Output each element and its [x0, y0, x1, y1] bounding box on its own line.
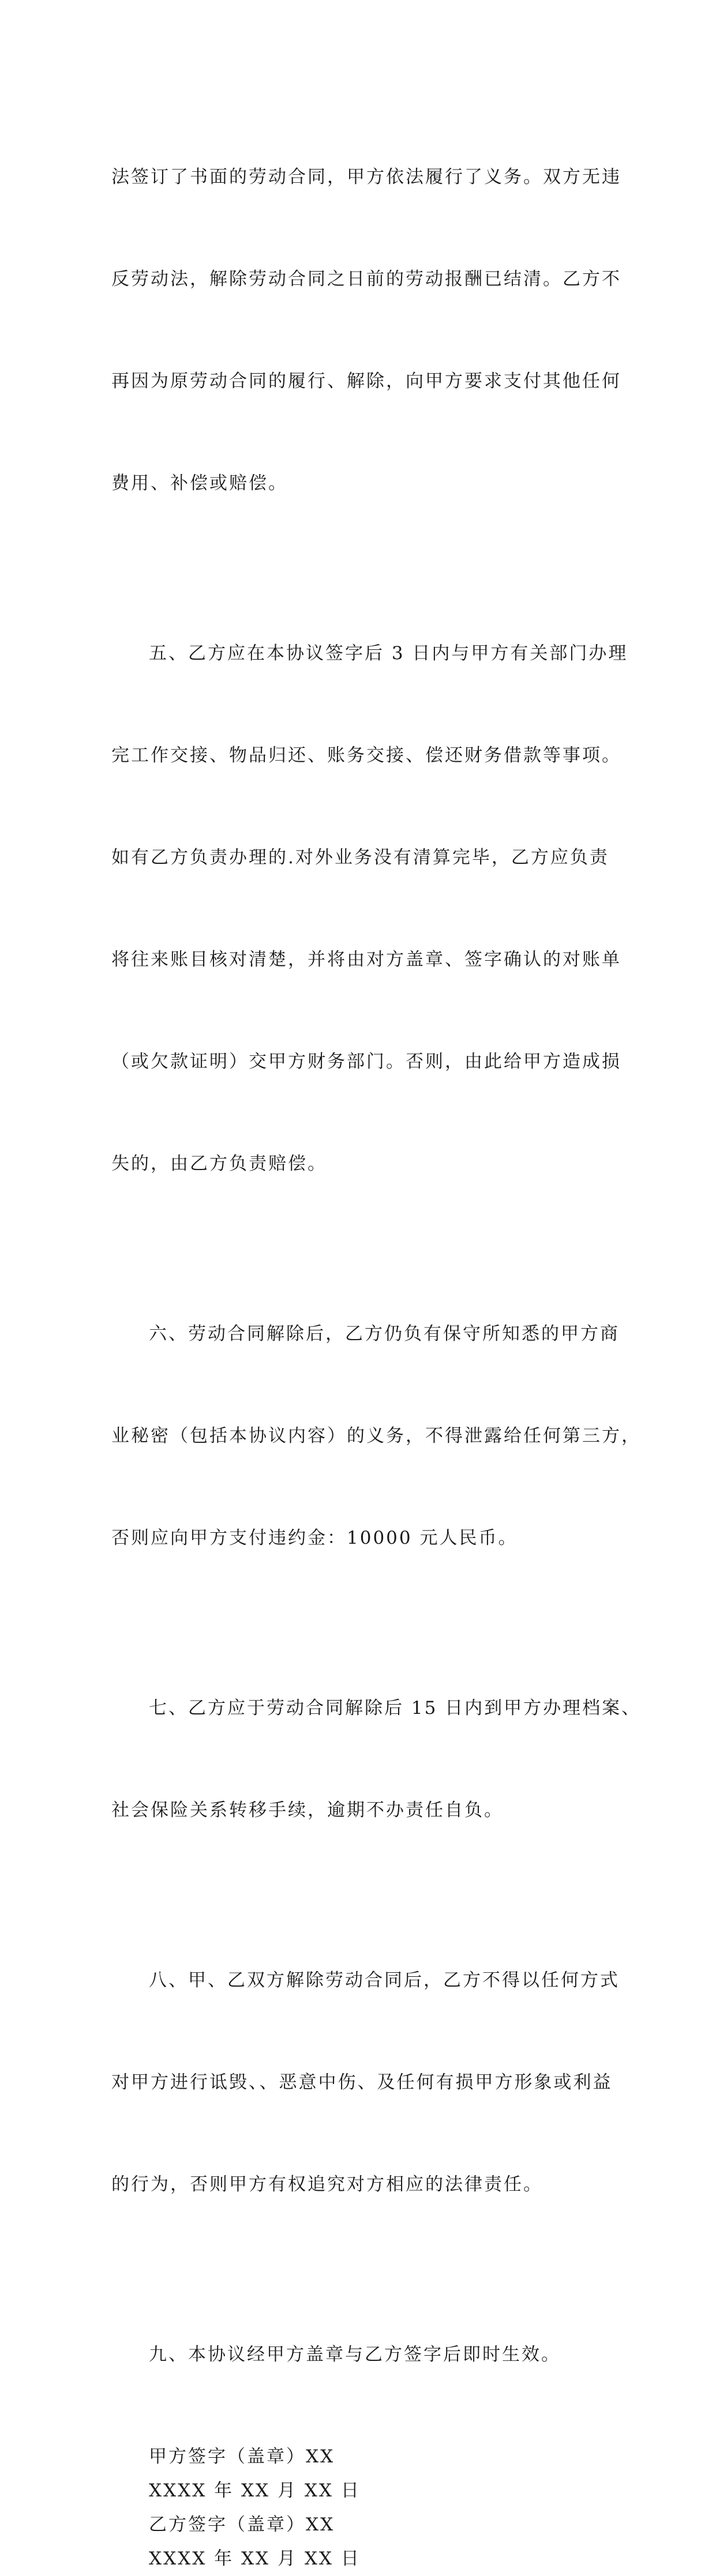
clause-nine — [111, 2270, 619, 2440]
text-line: 法签订了书面的劳动合同，甲方依法履行了义务。双方无违 — [111, 167, 621, 187]
clause-five — [111, 569, 628, 1249]
clause-six — [111, 1249, 641, 1623]
text-line: 失的，由乙方负责赔偿。 — [111, 1153, 327, 1174]
text-line: 七、乙方应于劳动合同解除后 15 日内到甲方办理档案、 — [149, 1698, 642, 1718]
party-b-date: XXXX 年 XX 月 XX 日 — [149, 2548, 361, 2569]
text-line: 业秘密（包括本协议内容）的义务，不得泄露给任何第三方， — [111, 1426, 641, 1446]
document-body — [111, 92, 642, 2576]
text-line: （或欠款证明）交甲方财务部门。否则，由此给甲方造成损 — [111, 1051, 621, 1072]
text-line: 完工作交接、物品归还、账务交接、偿还财务借款等事项。 — [111, 745, 621, 766]
paragraph-continuation — [111, 92, 619, 569]
text-line: 费用、补偿或赔偿。 — [111, 473, 288, 494]
text-line: 反劳动法，解除劳动合同之日前的劳动报酬已结清。乙方不 — [111, 269, 621, 289]
clause-eight — [111, 1896, 619, 2270]
signature-block — [111, 2440, 619, 2576]
text-line: 八、甲、乙双方解除劳动合同后，乙方不得以任何方式 — [149, 1970, 620, 1991]
text-line: 否则应向甲方支付违约金：10000 元人民币。 — [111, 1528, 518, 1548]
clause-seven — [111, 1623, 642, 1896]
text-line: 六、劳动合同解除后，乙方仍负有保守所知悉的甲方商 — [149, 1323, 620, 1344]
text-line: 的行为，否则甲方有权追究对方相应的法律责任。 — [111, 2174, 543, 2195]
text-line: 九、本协议经甲方盖章与乙方签字后即时生效。 — [149, 2344, 561, 2365]
party-a-signature: 甲方签字（盖章）XX — [149, 2446, 335, 2467]
text-line: 如有乙方负责办理的.对外业务没有清算完毕，乙方应负责 — [111, 847, 609, 868]
text-line: 再因为原劳动合同的履行、解除，向甲方要求支付其他任何 — [111, 371, 621, 392]
party-a-date: XXXX 年 XX 月 XX 日 — [149, 2480, 361, 2501]
text-line: 对甲方进行诋毁、、恶意中伤、及任何有损甲方形象或利益 — [111, 2072, 613, 2093]
text-line: 将往来账目核对清楚，并将由对方盖章、签字确认的对账单 — [111, 949, 621, 970]
text-line: 五、乙方应在本协议签字后 3 日内与甲方有关部门办理 — [149, 643, 628, 664]
party-b-signature: 乙方签字（盖章）XX — [149, 2514, 335, 2535]
text-line: 社会保险关系转移手续，逾期不办责任自负。 — [111, 1800, 504, 1821]
